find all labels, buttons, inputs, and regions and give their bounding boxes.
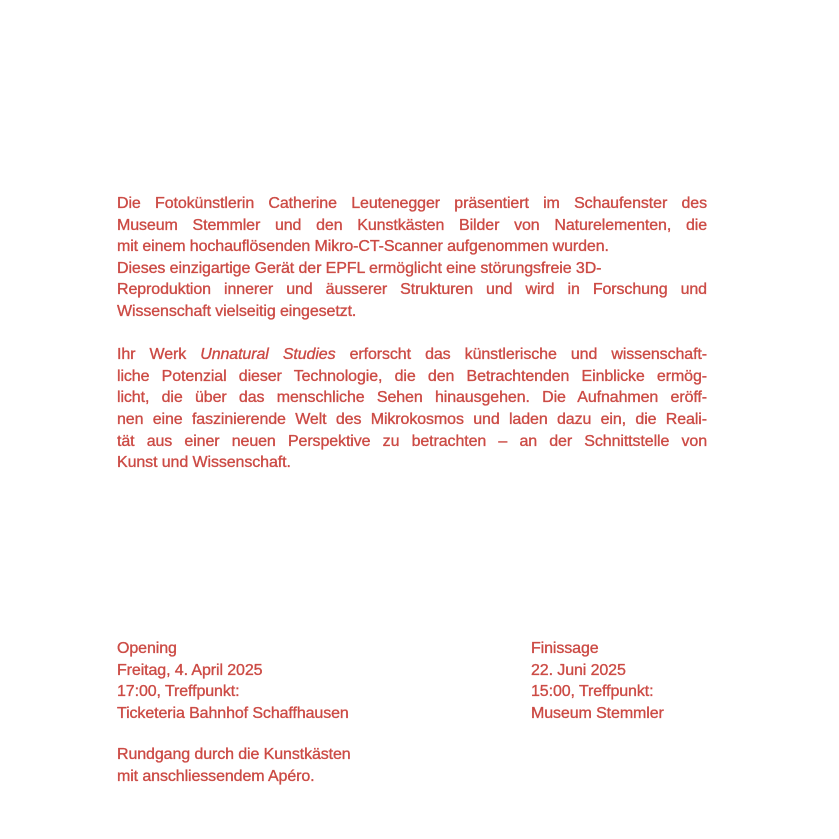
finissage-place: Museum Stemmler	[531, 704, 664, 722]
finissage-block	[531, 638, 731, 724]
opening-time: 17:00, Treffpunkt:	[117, 683, 240, 701]
intro-line-prefix: Ihr Werk	[117, 346, 201, 364]
opening-date: Freitag, 4. April 2025	[117, 661, 263, 679]
finissage-date: 22. Juni 2025	[531, 661, 626, 679]
intro-line: tät aus einer neuen Perspektive zu betrachten – an der Schnittstelle von	[117, 432, 707, 450]
tour-note-line: mit anschliessendem Apéro.	[117, 767, 315, 785]
intro-line: Dieses einzigartige Gerät der EPFL ermöglicht eine störungsfreie 3D-	[117, 259, 602, 277]
intro-line: liche Potenzial dieser Technologie, die den Betrachtenden Einblicke ermög-	[117, 367, 707, 385]
tour-note	[117, 744, 497, 787]
intro-line	[117, 344, 707, 366]
intro-line: licht, die über das menschliche Sehen hinausgehen. Die Aufnahmen eröff-	[117, 389, 707, 407]
intro-line: Reproduktion innerer und äusserer Strukturen und wird in Forschung und	[117, 281, 707, 299]
intro-line-suffix: erforscht das künstlerische und wissenschaft-	[335, 346, 707, 364]
opening-block	[117, 638, 497, 724]
intro-line: Die Fotokünstlerin Catherine Leutenegger präsentiert im Schaufenster des	[117, 195, 707, 212]
tour-note-line: Rundgang durch die Kunstkästen	[117, 746, 351, 763]
opening-place: Ticketeria Bahnhof Schaffhausen	[117, 704, 349, 722]
finissage-heading: Finissage	[531, 640, 599, 657]
finissage-time: 15:00, Treffpunkt:	[531, 683, 654, 701]
intro-line: Wissenschaft vielseitig eingesetzt.	[117, 302, 357, 320]
paragraph-gap	[117, 323, 707, 345]
intro-line: nen eine faszinierende Welt des Mikrokosmos und laden dazu ein, die Reali-	[117, 410, 707, 428]
opening-heading: Opening	[117, 640, 177, 657]
intro-line: mit einem hochauflösenden Mikro-CT-Scanner aufgenommen wurden.	[117, 238, 609, 256]
intro-line: Museum Stemmler und den Kunstkästen Bilder von Naturelementen, die	[117, 216, 707, 234]
intro-line: Kunst und Wissenschaft.	[117, 454, 291, 472]
work-title: Unnatural Studies	[200, 346, 336, 364]
intro-text-block	[117, 193, 707, 474]
